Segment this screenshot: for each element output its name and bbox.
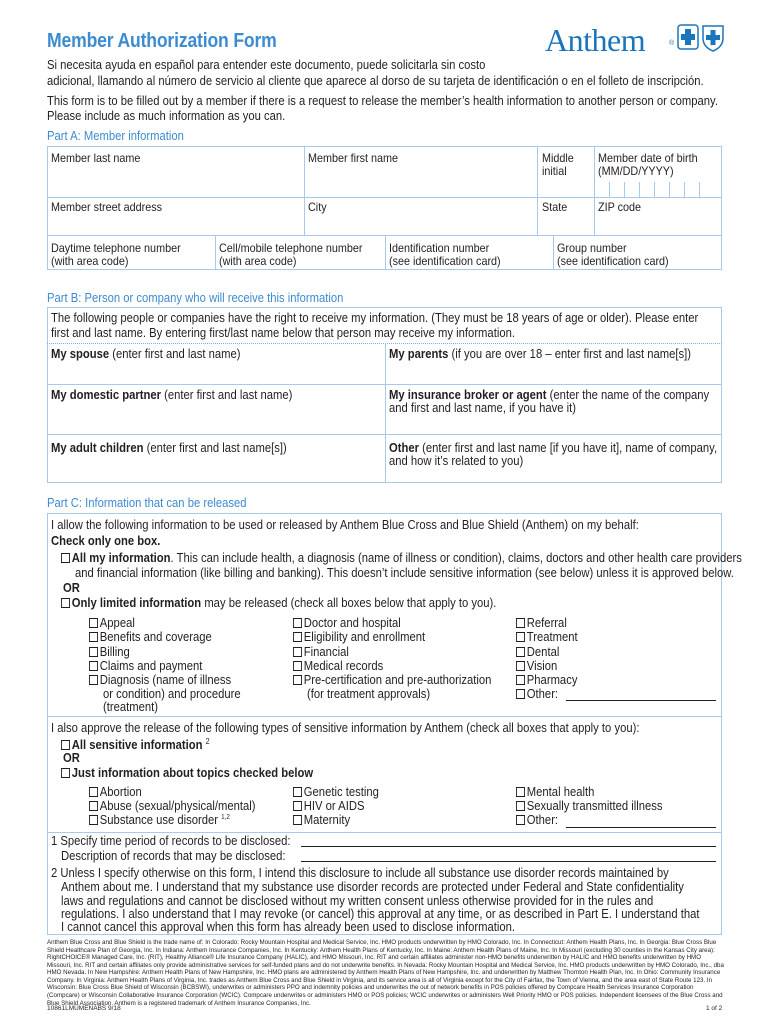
page-number: 1 of 2 bbox=[706, 1005, 723, 1012]
option-hiv-aids[interactable]: HIV or AIDS bbox=[293, 799, 364, 813]
all-information-description: and financial information (like billing and banking). This doesn’t include sensitive information (see below) unless it is approved below. bbox=[75, 566, 734, 580]
domestic-partner-field[interactable]: My domestic partner (enter first and last name) bbox=[51, 388, 293, 402]
note-2-line4: regulations. I also understand that I may revoke (or cancel) this approval at any time, or as described in Part E. I understand that bbox=[61, 907, 700, 921]
option-mental-health[interactable]: Mental health bbox=[516, 785, 594, 799]
all-sensitive-option[interactable]: All sensitive information $^2$ bbox=[61, 737, 210, 753]
street-address-field[interactable]: Member street address bbox=[51, 200, 163, 214]
checkbox[interactable] bbox=[516, 801, 525, 811]
option-claims[interactable]: Claims and payment bbox=[89, 659, 202, 673]
dob-label-1: Member date of birth bbox=[598, 151, 698, 165]
records-description-input-line[interactable] bbox=[301, 861, 716, 862]
page-title: Member Authorization Form bbox=[47, 30, 277, 52]
logo-registered-mark: ® bbox=[669, 40, 675, 47]
option-financial[interactable]: Financial bbox=[293, 645, 349, 659]
option-benefits[interactable]: Benefits and coverage bbox=[89, 630, 212, 644]
topics-checkbox[interactable] bbox=[61, 768, 70, 778]
checkbox[interactable] bbox=[293, 815, 302, 825]
spouse-field[interactable]: My spouse (enter first and last name) bbox=[51, 347, 241, 361]
option-genetic-testing[interactable]: Genetic testing bbox=[293, 785, 379, 799]
form-code: 10861LMUMENABS 9/18 bbox=[47, 1005, 121, 1012]
option-precertification-cont: (for treatment approvals) bbox=[307, 687, 431, 701]
option-maternity[interactable]: Maternity bbox=[293, 813, 350, 827]
daytime-phone-sublabel: (with area code) bbox=[51, 254, 129, 268]
option-pharmacy[interactable]: Pharmacy bbox=[516, 673, 577, 687]
other-recipient-sublabel: and how it’s related to you) bbox=[389, 454, 524, 468]
checkbox[interactable] bbox=[516, 661, 525, 671]
all-my-information-option[interactable]: All my information. This can include health, a diagnosis (name of illness or condition), claims, doctors and other health care providers bbox=[61, 551, 742, 565]
checkbox[interactable] bbox=[516, 815, 525, 825]
checkbox[interactable] bbox=[516, 632, 525, 642]
checkbox[interactable] bbox=[89, 675, 98, 685]
option-appeal[interactable]: Appeal bbox=[89, 616, 135, 630]
note-2-line1: 2 Unless I specify otherwise on this form, I intend this disclosure to include all substance use disorder records maintained by bbox=[51, 866, 669, 880]
checkbox[interactable] bbox=[516, 618, 525, 628]
identification-number-sublabel: (see identification card) bbox=[389, 254, 501, 268]
option-precertification[interactable]: Pre-certification and pre-authorization bbox=[293, 673, 491, 687]
checkbox[interactable] bbox=[293, 632, 302, 642]
time-period-label: 1 Specify time period of records to be disclosed: bbox=[51, 834, 291, 848]
option-medical-records[interactable]: Medical records bbox=[293, 659, 383, 673]
middle-initial-label-1: Middle bbox=[542, 151, 574, 165]
checkbox[interactable] bbox=[293, 647, 302, 657]
or-separator-1: OR bbox=[63, 581, 80, 595]
option-substance-use[interactable]: Substance use disorder $^{1,2}$ bbox=[89, 813, 230, 827]
checkbox[interactable] bbox=[293, 618, 302, 628]
group-number-field[interactable]: Group number bbox=[557, 241, 627, 255]
option-abuse[interactable]: Abuse (sexual/physical/mental) bbox=[89, 799, 256, 813]
blue-cross-icon bbox=[677, 24, 699, 50]
option-sti[interactable]: Sexually transmitted illness bbox=[516, 799, 662, 813]
adult-children-field[interactable]: My adult children (enter first and last name[s]) bbox=[51, 441, 287, 455]
time-period-input-line[interactable] bbox=[301, 846, 716, 847]
logo-wordmark: Anthem bbox=[545, 22, 646, 58]
legal-fine-print: Anthem Blue Cross and Blue Shield is the trade name of: In Colorado: Rocky Mountain Hospital and Medical Service, Inc. HMO products underwritten by HMO Colorado, Inc. In Connecticut: Anthem Health Plans, Inc. In Georgia: Blue Cross Blue Shield Healthcare Plan of Georgia, Inc. In Indiana: Anthem Insurance Companies, Inc. In Kentucky: Anthem Health Plans of Kentucky, Inc. In Maine: Anthem Health Plans of Maine, Inc. In Missouri (excluding 30 counties in the Kansas City area): RightCHOICE® Managed Care, Inc. (RIT), Healthy Alliance® Life Insurance Company (HALIC), and HMO Missouri, Inc. RIT and certain affiliates administer non-HMO benefits underwritten by HALIC and HMO benefits underwritten by HMO Missouri, Inc. RIT and certain affiliates only provide administrative services for self-funded plans and do not underwrite benefits. In Nevada: Rocky Mountain Hospital and Medical Service, Inc. HMO products underwritten by HMO Colorado, Inc., dba HMO Nevada. In New Hampshire: Anthem Health Plans of New Hampshire, Inc. HMO plans are administered by Anthem Health Plans of New Hampshire, Inc. and underwritten by Matthew Thornton Health Plan, Inc. In Ohio: Community Insurance Company. In Virginia: Anthem Health Plans of Virginia, Inc. trades as Anthem Blue Cross and Blue Shield in Virginia, and its service area is all of Virginia except for the City of Fairfax, the Town of Vienna, and the area east of State Route 123. In Wisconsin: Blue Cross Blue Shield of Wisconsin (BCBSWI), underwrites or administers PPO and indemnity policies and underwrites the out of network benefits in POS policies offered by Compcare Health Services Insurance Corporation (Compcare) or Wisconsin Collaborative Insurance Corporation (WCIC). Compcare underwrites or administers HMO or POS policies; WCIC underwrites or administers Well Priority HMO or POS policies. Independent licensees of the Blue Cross and Blue Shield Association. Anthem is a registered trademark of Anthem Insurance Companies, Inc. bbox=[47, 939, 724, 1007]
checkbox[interactable] bbox=[89, 618, 98, 628]
option-doctor-hospital[interactable]: Doctor and hospital bbox=[293, 616, 401, 630]
spanish-notice-line2: adicional, llamando al número de servicio al cliente que aparece al dorso de su tarjeta de identificación o en el folleto de inscripción. bbox=[47, 74, 704, 88]
other-recipient-field[interactable]: Other (enter first and last name [if you have it], name of company, bbox=[389, 441, 718, 455]
sensitive-other-input-line[interactable] bbox=[566, 827, 716, 828]
option-treatment[interactable]: Treatment bbox=[516, 630, 578, 644]
group-number-sublabel: (see identification card) bbox=[557, 254, 669, 268]
option-dental[interactable]: Dental bbox=[516, 645, 559, 659]
note-2-line2: Anthem about me. I understand that my substance use disorder records are protected under Federal and State confidentiality bbox=[61, 880, 684, 894]
part-c-heading: Part C: Information that can be released bbox=[47, 496, 247, 510]
part-b-heading: Part B: Person or company who will receive this information bbox=[47, 291, 344, 305]
middle-initial-field[interactable]: initial bbox=[542, 164, 567, 178]
option-abortion[interactable]: Abortion bbox=[89, 785, 142, 799]
sensitive-statement: I also approve the release of the following types of sensitive information by Anthem (check all boxes that apply to you): bbox=[51, 721, 640, 735]
cell-phone-sublabel: (with area code) bbox=[219, 254, 297, 268]
checkbox[interactable] bbox=[293, 661, 302, 671]
all-information-checkbox[interactable] bbox=[61, 553, 70, 563]
checkbox[interactable] bbox=[516, 689, 525, 699]
check-one-instruction: Check only one box. bbox=[51, 534, 161, 548]
instructions-line1: This form is to be filled out by a member if there is a request to release the member’s health information to another person or company. bbox=[47, 94, 718, 108]
city-field[interactable]: City bbox=[308, 200, 327, 214]
limited-information-checkbox[interactable] bbox=[61, 598, 70, 608]
part-b-intro-line2: first and last name. By entering first/last name below that person may receive my information. bbox=[51, 326, 515, 340]
spanish-notice-line1: Si necesita ayuda en español para entender este documento, puede solicitarla sin costo bbox=[47, 58, 486, 72]
only-limited-option[interactable]: Only limited information may be released (check all boxes below that apply to you). bbox=[61, 596, 496, 610]
checkbox[interactable] bbox=[89, 815, 98, 825]
part-b-intro-line1: The following people or companies have the right to receive my information. (They must be 18 years of age or older). Please enter bbox=[51, 311, 699, 325]
option-vision[interactable]: Vision bbox=[516, 659, 557, 673]
records-description-label: Description of records that may be disclosed: bbox=[61, 849, 286, 863]
or-separator-2: OR bbox=[63, 751, 80, 765]
checkbox[interactable] bbox=[89, 787, 98, 797]
member-last-name-field[interactable]: Member last name bbox=[51, 151, 141, 165]
option-eligibility[interactable]: Eligibility and enrollment bbox=[293, 630, 425, 644]
allow-statement: I allow the following information to be used or released by Anthem Blue Cross and Blue Shield (Anthem) on my behalf: bbox=[51, 518, 639, 532]
dob-field[interactable]: (MM/DD/YYYY) bbox=[598, 164, 674, 178]
other-input-line[interactable] bbox=[566, 700, 716, 701]
checkbox[interactable] bbox=[516, 787, 525, 797]
insurance-broker-sublabel: and first and last name, if you have it) bbox=[389, 401, 576, 415]
state-field[interactable]: State bbox=[542, 200, 568, 214]
checkbox[interactable] bbox=[293, 787, 302, 797]
option-diagnosis-cont2: (treatment) bbox=[103, 700, 159, 714]
identification-number-field[interactable]: Identification number bbox=[389, 241, 490, 255]
option-diagnosis[interactable]: Diagnosis (name of illness bbox=[89, 673, 231, 687]
instructions-line2: Please include as much information as you can. bbox=[47, 109, 286, 123]
checkbox[interactable] bbox=[293, 675, 302, 685]
blue-shield-icon bbox=[702, 24, 724, 52]
option-referral[interactable]: Referral bbox=[516, 616, 567, 630]
member-first-name-field[interactable]: Member first name bbox=[308, 151, 399, 165]
checkbox[interactable] bbox=[89, 661, 98, 671]
note-2-line3: laws and regulations and cannot be disclosed without my written consent unless otherwise provided for in the rules and bbox=[61, 894, 654, 908]
checkbox[interactable] bbox=[516, 675, 525, 685]
cell-phone-field[interactable]: Cell/mobile telephone number bbox=[219, 241, 363, 255]
checkbox[interactable] bbox=[89, 647, 98, 657]
checkbox[interactable] bbox=[89, 632, 98, 642]
part-a-heading: Part A: Member information bbox=[47, 129, 184, 143]
option-other[interactable]: Other: bbox=[516, 687, 558, 701]
daytime-phone-field[interactable]: Daytime telephone number bbox=[51, 241, 181, 255]
parents-field[interactable]: My parents (if you are over 18 – enter first and last name[s]) bbox=[389, 347, 692, 361]
insurance-broker-field[interactable]: My insurance broker or agent (enter the name of the company bbox=[389, 388, 710, 402]
checkbox[interactable] bbox=[293, 801, 302, 811]
zip-code-field[interactable]: ZIP code bbox=[598, 200, 642, 214]
option-sensitive-other[interactable]: Other: bbox=[516, 813, 558, 827]
topics-option[interactable]: Just information about topics checked below bbox=[61, 766, 313, 780]
checkbox[interactable] bbox=[516, 647, 525, 657]
note-2-line5: I cannot cancel this approval when this form has already been used to disclose information. bbox=[61, 920, 516, 934]
option-billing[interactable]: Billing bbox=[89, 645, 130, 659]
option-diagnosis-cont1: or condition) and procedure bbox=[103, 687, 241, 701]
checkbox[interactable] bbox=[89, 801, 98, 811]
all-sensitive-checkbox[interactable] bbox=[61, 740, 70, 750]
